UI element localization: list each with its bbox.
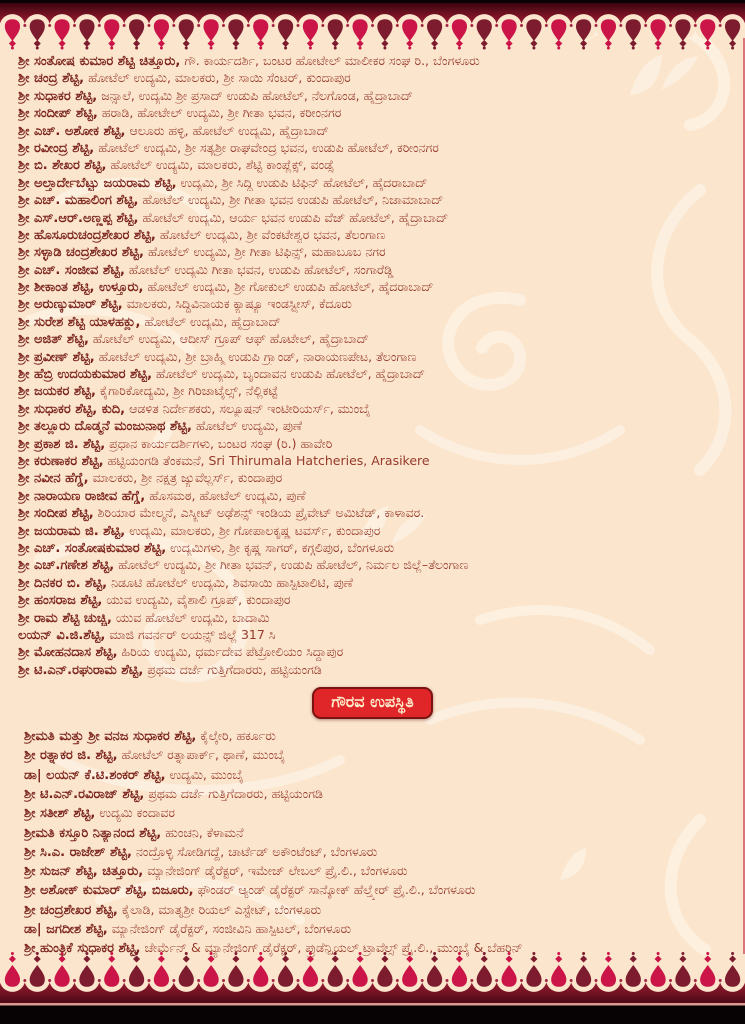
attendee-details: ಹೋಟೆಲ್ ಉದ್ಯಮಿ ಗೀತಾ ಭವನ, ಉಡುಪಿ ಹೋಟೆಲ್, ಸಂಗಾರೆಡ್ಡಿ	[128, 261, 394, 277]
diamond-ornament-icon	[605, 40, 612, 47]
attendee-name: ಶ್ರೀ ಎಚ್. ಸಂಜೀವ ಶೆಟ್ಟಿ,	[18, 262, 125, 278]
attendee-name: ಲಯನ್ ವಿ.ಜಿ.ಶೆಟ್ಟಿ,	[18, 627, 106, 643]
attendee-name: ಶ್ರೀ ಎಚ್.ಗಣೇಶ ಶೆಟ್ಟಿ,	[18, 558, 115, 574]
dot-ornament-icon	[681, 47, 684, 50]
attendee-details: ಫೌಂಡರ್ ಆ್ಯಂಡ್ ಡೈರೆಕ್ಟರ್ ಸಾನ್ಶೋಕ್ ಹೆಲ್ತ್ಕೇರ್ ಪ್ರೈ.ಲಿ., ಬೆಂಗಳೂರು	[197, 882, 476, 898]
primary-attendees-list	[0, 52, 745, 678]
attendee-details: ಹೋಟೆಲ್ ರತ್ನಾಪಾರ್ಕ್, ಥಾಣೆ, ಮುಂಬೈ	[121, 747, 286, 763]
attendee-row	[18, 469, 745, 486]
attendee-details: ಯುವ ಉದ್ಯಮಿ, ವೈಶಾಲಿ ಗ್ರೂಪ್, ಕುಂದಾಪುರ	[106, 592, 291, 608]
dot-ornament-icon	[334, 47, 337, 50]
attendee-name: ಶ್ರೀ ಜಯರಾಮ ಜಿ. ಶೆಟ್ಟಿ,	[18, 523, 126, 539]
dot-ornament-icon	[61, 47, 64, 50]
attendee-name: ಶ್ರೀ ಸುಧಾಕರ ಶೆಟ್ಟಿ, ಕುದಿ,	[18, 401, 126, 417]
attendee-row	[18, 382, 745, 399]
attendee-name: ಶ್ರೀ ಶೀಕಾಂತ ಶೆಟ್ಟಿ, ಉಳ್ತೂರು,	[18, 280, 144, 296]
attendee-row	[18, 504, 745, 521]
attendee-row	[18, 295, 745, 312]
attendee-row	[18, 643, 745, 660]
attendee-details: ಹಿರಿಯ ಉದ್ಯಮಿ, ಧರ್ಮದೇವ ಪೆಟ್ರೋಲಿಯಂ ಸಿದ್ದಾಪುರ	[121, 644, 344, 660]
attendee-name: ಶ್ರೀ ಸತೀಶ್ ಶೆಟ್ಟಿ,	[24, 806, 96, 822]
attendee-name: ಶ್ರೀ ಕರುಣಾಕರ ಶೆಟ್ಟಿ,	[18, 453, 104, 469]
attendee-name: ಶ್ರೀ ಸುಧಾಕರ ಶೆಟ್ಟಿ,	[18, 88, 98, 104]
dot-ornament-icon	[657, 47, 660, 50]
diamond-ornament-icon	[158, 40, 165, 47]
attendee-name: ಶ್ರೀ ಅಲ್ತಾರ್ದೇಬೆಟ್ಟು ಜಯರಾಮ ಶೆಟ್ಟಿ,	[18, 175, 177, 191]
attendee-name: ಶ್ರೀ ದಿನಕರ ಬಿ. ಶೆಟ್ಟಿ,	[18, 575, 108, 591]
attendee-name: ಶ್ರೀ ರವೀಂದ್ರ ಶೆಟ್ಟಿ,	[18, 140, 95, 156]
attendee-row	[18, 661, 745, 678]
attendee-name: ಶ್ರೀ ಅಶೋಕ್ ಕುಮಾರ್ ಶೆಟ್ಟಿ, ಬಿಜೂರು,	[24, 883, 194, 899]
diamond-ornament-icon	[481, 40, 488, 47]
dot-ornament-icon	[408, 47, 411, 50]
dot-ornament-icon	[110, 47, 113, 50]
attendee-row	[18, 609, 745, 626]
attendee-details: ಮಾಜಿ ಗವರ್ನರ್ ಲಯನ್ಸ್ ಜಿಲ್ಲೆ 317 ಸಿ	[109, 626, 276, 642]
attendee-row	[18, 174, 745, 191]
dot-ornament-icon	[259, 47, 262, 50]
diamond-ornament-icon	[704, 40, 711, 47]
attendee-name: ಶ್ರೀ ರತ್ನಾಕರ ಜಿ. ಶೆಟ್ಟಿ,	[24, 748, 118, 764]
attendee-details: ಕೈಗಾರಿಕೋದ್ಯಮಿ, ಶ್ರೀ ಗಿರಿಜಾಟೈಲ್ಸ್, ನೆಲ್ಲಿಕಟ್ಟೆ	[99, 383, 278, 399]
attendee-details: ಹೋಟೆಲ್ ಉದ್ಯಮಿ, ಮಾಲಕರು, ಶೆಟ್ಟಿ ಕಾಂಪ್ಲೆಕ್ಸ್, ವಂಡ್ಸೆ	[110, 157, 334, 173]
attendee-details: ಯುವ ಹೋಟೆಲ್ ಉದ್ಯಮಿ, ಬಾದಾಮಿ	[115, 609, 270, 625]
diamond-ornament-icon	[307, 40, 314, 47]
attendee-row	[24, 900, 745, 919]
attendee-name: ಶ್ರೀ ಸಂತೋಷ ಕುಮಾರ ಶೆಟ್ಟಿ ಚಿತ್ತೂರು,	[18, 54, 181, 69]
attendee-name: ಶ್ರೀ ನವೀನ ಹೆಗ್ಡೆ,	[18, 471, 89, 487]
diamond-ornament-icon	[83, 40, 90, 47]
attendee-row	[18, 278, 745, 295]
attendee-details: ಹೋಟೆಲ್ ಉದ್ಯಮಿ, ಶ್ರೀ ಬ್ರಾಹ್ಮಿ ಉಡುಪಿ ಗ್ರ್ಯಾಂಡ್, ನಾರಾಯಣಪೇಟ, ತೆಲಂಗಾಣ	[98, 348, 417, 364]
attendee-name: ಡಾ| ಲಯನ್ ಕೆ.ಟಿ.ಶಂಕರ್ ಶೆಟ್ಟಿ,	[24, 767, 166, 783]
attendee-row	[18, 209, 745, 226]
attendee-name: ಶ್ರೀ ಜಯಕರ ಶೆಟ್ಟಿ,	[18, 384, 96, 400]
diamond-ornament-icon	[34, 40, 41, 47]
attendee-details: ಹೋಟೆಲ್ ಉದ್ಯಮಿ, ಪುಣೆ	[195, 418, 303, 434]
dot-ornament-icon	[483, 47, 486, 50]
attendee-row	[24, 861, 745, 880]
attendee-row	[18, 574, 745, 591]
attendee-row	[18, 452, 745, 469]
attendee-details: ಕೈಲಾಡಿ, ಮಾತೃಶ್ರೀ ರಿಯಲ್ ಎಸ್ಟೇಟ್, ಬೆಂಗಳೂರು	[121, 901, 322, 917]
attendee-details: ಉದ್ಯಮಿ, ಮಾಲಕರು, ಶ್ರೀ ಗೋಪಾಲಕೃಷ್ಣ ಟವರ್ಸ್, ಕುಂದಾಪುರ	[129, 522, 381, 538]
attendee-name: ಶ್ರೀ ಸಂದೀಪ ಶೆಟ್ಟಿ,	[18, 506, 94, 522]
dot-ornament-icon	[234, 47, 237, 50]
dot-ornament-icon	[458, 47, 461, 50]
diamond-ornament-icon	[183, 40, 190, 47]
attendee-row	[18, 243, 745, 260]
attendee-name: ಶ್ರೀ ಎಸ್.ಆರ್.ಅಣ್ಣಪ್ಪ ಶೆಟ್ಟಿ,	[18, 210, 139, 226]
diamond-ornament-icon	[133, 40, 140, 47]
attendee-details: ಪ್ರಥಮ ದರ್ಜೆ ಗುತ್ತಿಗೆದಾರರು, ಹಟ್ಟಿಯಂಗಡಿ	[147, 661, 322, 677]
diamond-ornament-icon	[655, 40, 662, 47]
attendee-row	[18, 313, 745, 330]
attendee-details: ಉದ್ಯಮಿ, ಮುಂಬೈ	[169, 766, 244, 782]
attendee-details: ಚೇರ್ಮೆನ್ & ಮ್ಯಾನೇಜಿಂಗ್ ಡೈರೆಕ್ಟರ್, ಪ್ರುಡೆನ್ಷಿಯಲ್ ಟ್ರಾವೆಲ್ಸ್ ಪ್ರೈ.ಲಿ., ಮುಂಬೈ & ಬೆಹರಿನ್	[144, 940, 523, 956]
honorary-presence-badge: ಗೌರವ ಉಪಸ್ಥಿತಿ	[312, 687, 433, 719]
attendee-name: ಶ್ರೀ ಹುಂತ್ರಿಕೆ ಸುಧಾಕರ ಶೆಟ್ಟಿ,	[24, 941, 141, 957]
attendee-row	[18, 69, 745, 86]
attendee-name: ಶ್ರೀ ಚಂದ್ರ ಶೆಟ್ಟಿ,	[18, 71, 85, 87]
attendee-row	[24, 938, 745, 957]
attendee-details: ಮಾಲಕರು, ಸಿದ್ಧಿವಿನಾಯಕ ಕ್ಯಾಷ್ಯೂ ಇಂಡಸ್ಟ್ರೀಸ್, ಕೆದೂರು	[126, 296, 352, 312]
diamond-ornament-icon	[9, 40, 16, 47]
diamond-ornament-icon	[431, 40, 438, 47]
attendee-name: ಶ್ರೀ ಎಚ್. ಸಂತೋಷಕುಮಾರ ಶೆಟ್ಟಿ,	[18, 540, 167, 556]
attendee-details: ಉದ್ಯಮಿ ಕಂದಾವರ	[99, 805, 175, 821]
attendee-details: ಜನ್ಸಾಲೆ, ಉದ್ಯಮಿ ಶ್ರೀ ಪ್ರಸಾದ್ ಉಡುಪಿ ಹೋಟೆಲ್, ನೆಲಗೊಂಡ, ಹೈದ್ರಾಬಾದ್	[101, 87, 413, 103]
attendee-row	[18, 52, 745, 69]
attendee-row	[18, 400, 745, 417]
attendee-details: ಮಾಲಕರು, ಶ್ರೀ ನಕ್ಷತ್ರ ಜ್ಯುವೆಲ್ಲರ್ಸ್, ಕುಂದಾಪುರ	[92, 470, 283, 486]
attendee-details: ಆಲೂರು ಹಳ್ಳಿ, ಹೋಟೆಲ್ ಉದ್ಯಮಿ, ಹೈದ್ರಾಬಾದ್	[129, 122, 329, 138]
attendee-name: ಶ್ರೀ ಪ್ರಕಾಶ ಜಿ. ಶೆಟ್ಟಿ,	[18, 436, 106, 452]
dot-ornament-icon	[557, 47, 560, 50]
attendee-name: ಶ್ರೀ ಟಿ.ಎನ್.ರಘುರಾಮ ಶೆಟ್ಟಿ,	[18, 662, 144, 678]
attendee-row	[18, 626, 745, 643]
attendee-row	[24, 823, 745, 842]
attendee-name: ಶ್ರೀಮತಿ ಕಸ್ತೂರಿ ನಿತ್ಯಾನಂದ ಶೆಟ್ಟಿ,	[24, 825, 162, 841]
attendee-name: ಶ್ರೀ ಅಜಿತ್ ಶೆಟ್ಟಿ,	[18, 332, 89, 348]
top-ornament-border	[0, 0, 745, 51]
attendee-row	[18, 417, 745, 434]
attendee-details: ಹಟ್ಟಿಯಂಗಡಿ ತೆಂಕಮನೆ, Sri Thirumala Hatcheries, Arasikere	[107, 452, 430, 468]
attendee-name: ಶ್ರೀ ಚಂದ್ರಶೇಖರ ಶೆಟ್ಟಿ,	[24, 902, 118, 918]
attendee-row	[18, 330, 745, 347]
attendee-row	[24, 880, 745, 899]
dot-ornament-icon	[185, 47, 188, 50]
diamond-ornament-icon	[232, 40, 239, 47]
attendee-row	[24, 803, 745, 822]
attendee-name: ಶ್ರೀ ತಲ್ಲೂರು ದೊಡ್ಮನೆ ಮಂಜುನಾಥ ಶೆಟ್ಟಿ,	[18, 419, 192, 435]
attendee-details: ಹೋಟೆಲ್ ಉದ್ಯಮಿ, ಬೃಂದಾವನ ಉಡುಪಿ ಹೋಟೆಲ್, ಹೈದ್ರಾಬಾದ್	[156, 366, 425, 382]
attendee-details: ಹೋಟೆಲ್ ಉದ್ಯಮಿ, ಆದೀಸ್ ಗ್ರೂಪ್ ಆಫ್ ಹೊಟೇಲ್, ಹೈದ್ರಾಬಾದ್	[92, 331, 369, 347]
attendee-row	[24, 919, 745, 938]
diamond-ornament-icon	[332, 40, 339, 47]
attendee-name: ಶ್ರೀ ಸುಜನ್ ಶೆಟ್ಟಿ, ಚಿತ್ತೂರು,	[24, 864, 144, 880]
dot-ornament-icon	[85, 47, 88, 50]
attendee-row	[18, 87, 745, 104]
attendee-name: ಶ್ರೀ ನಾರಾಯಣ ರಾಜೀವ ಹೆಗ್ಡೆ,	[18, 488, 146, 504]
attendee-details: ಗೌ. ಕಾರ್ಯದರ್ಶಿ, ಬಂಟರ ಹೋಟೇಲ್ ಮಾಲೀಕರ ಸಂಘ ರಿ., ಬೆಂಗಳೂರು	[184, 53, 480, 68]
attendee-name: ಶ್ರೀ ಎಚ್. ಅಶೋಕ ಶೆಟ್ಟಿ,	[18, 123, 126, 139]
attendee-row	[24, 784, 745, 803]
attendee-details: ಹೋಟೆಲ್ ಉದ್ಯಮಿ, ಮಾಲಕರು, ಶ್ರೀ ಸಾಯಿ ಸೆಂಟರ್, ಕುಂದಾಪುರ	[88, 70, 351, 86]
attendee-name: ಶ್ರೀ ಸಿ.ಎ. ರಾಜೇಶ್ ಶೆಟ್ಟಿ,	[24, 844, 132, 860]
diamond-ornament-icon	[456, 40, 463, 47]
attendee-row	[18, 591, 745, 608]
attendee-name: ಶ್ರೀ ಸಂದೀಪ್ ಶೆಟ್ಟಿ,	[18, 106, 98, 122]
dot-ornament-icon	[607, 47, 610, 50]
diamond-ornament-icon	[59, 40, 66, 47]
attendee-name: ಶ್ರೀ ಎಚ್. ಮಹಾಲಿಂಗ ಶೆಟ್ಟಿ,	[18, 193, 139, 209]
attendee-details: ಹುಂಚನಿ, ಕೆಳಾಮನೆ	[165, 824, 244, 840]
diamond-ornament-icon	[257, 40, 264, 47]
attendee-details: ನಿಡೂಟಿ ಹೋಟೆಲ್ ಉದ್ಯಮಿ, ಶಿವಸಾಯಿ ಹಾಸ್ಪಿಟಾಲಿಟಿ, ಪುಣೆ	[111, 574, 353, 590]
dot-ornament-icon	[210, 47, 213, 50]
attendee-details: ಮ್ಯಾನೇಜಿಂಗ್ ಡೈರೆಕ್ಟರ್, ಸಂಜೀವಿನಿ ಹಾಸ್ಪಿಟಲ್, ಬೆಂಗಳೂರು	[111, 921, 352, 937]
diamond-ornament-icon	[108, 40, 115, 47]
dot-ornament-icon	[36, 47, 39, 50]
attendee-row	[18, 435, 745, 452]
diamond-ornament-icon	[506, 40, 513, 47]
attendee-details: ಹೋಟೆಲ್ ಉದ್ಯಮಿ, ಶ್ರೀ ವೆಂಕಟೇಶ್ವರ ಭವನ, ತೆಲಂಗಾಣ	[159, 226, 386, 242]
attendee-details: ಮ್ಯಾನೇಜಿಂಗ್ ಡೈರೆಕ್ಟರ್, ಇಮೇಜ್ ಲೇಬಲ್ ಪ್ರೈ.ಲಿ., ಬೆಂಗಳೂರು	[147, 863, 408, 879]
attendee-details: ಹರಾಡಿ, ಹೋಟೇಲ್ ಉದ್ಯಮಿ, ಶ್ರೀ ಗೀತಾ ಭವನ, ಕರೀಂನಗರ	[101, 105, 342, 121]
dot-ornament-icon	[383, 47, 386, 50]
diamond-ornament-icon	[555, 40, 562, 47]
attendee-name: ಶ್ರೀ ಸಳ್ಳಾಡಿ ಚಂದ್ರಶೇಖರ ಶೆಟ್ಟಿ,	[18, 245, 144, 261]
diamond-ornament-icon	[580, 40, 587, 47]
attendee-name: ಶ್ರೀ ಸುರೇಶ ಶೆಟ್ಟಿ ಯಾಳಹಕ್ಲು,	[18, 314, 141, 330]
diamond-ornament-icon	[282, 40, 289, 47]
attendee-details: ಶಿರಿಯಾರ ಮೇಲ್ಮನೆ, ಎಸ್ಕ್ರೀಟ್ ಅಢೆಶನ್ಸ್ ಇಂಡಿಯ ಪ್ರೈವೇಟ್ ಅಮಿಟೆಡ್, ಕಾಳಾವರ.	[97, 505, 425, 521]
diamond-ornament-icon	[357, 40, 364, 47]
attendee-name: ಶ್ರೀಮತಿ ಮತ್ತು ಶ್ರೀ ವನಜ ಸುಧಾಕರ ಶೆಟ್ಟಿ,	[24, 729, 197, 745]
attendee-row	[24, 726, 745, 745]
diamond-ornament-icon	[381, 40, 388, 47]
dot-ornament-icon	[433, 47, 436, 50]
dot-ornament-icon	[632, 47, 635, 50]
attendee-row	[24, 765, 745, 784]
attendee-details: ಕೈಲ್ಕೇರಿ, ಹರ್ಕೂರು	[200, 728, 276, 744]
attendee-row	[18, 139, 745, 156]
dot-ornament-icon	[508, 47, 511, 50]
bottom-ornament-border	[0, 950, 745, 1024]
attendee-details: ಹೋಟೆಲ್ ಉದ್ಯಮಿ, ಶ್ರೀ ಗೀತಾ ಭವನ ಉಡುಪಿ ಹೋಟೆಲ್, ನಿಜಾಮಾಬಾದ್	[142, 192, 444, 208]
attendee-details: ಹೋಟೆಲ್ ಉದ್ಯಮಿ, ಹೈದ್ರಾಬಾದ್	[144, 313, 281, 329]
attendee-details: ಹೋಟೆಲ್ ಉದ್ಯಮಿ, ಆರ್ಯ ಭವನ ಉಡುಪಿ ವೆಜ್ ಹೋಟೆಲ್, ಹೈದ್ರಾಬಾದ್	[142, 209, 449, 225]
diamond-ornament-icon	[630, 40, 637, 47]
attendee-details: ಪ್ರಧಾನ ಕಾರ್ಯದರ್ಶಿಗಳು, ಬಂಟರ ಸಂಘ (ರಿ.) ಹಾವೇರಿ	[109, 435, 333, 451]
attendee-details: ಪ್ರಥಮ ದರ್ಜೆ ಗುತ್ತಿಗೆದಾರರು, ಹಟ್ಟಿಯಂಗಡಿ	[148, 785, 323, 801]
diamond-ornament-icon	[679, 40, 686, 47]
attendee-details: ಹೋಟೆಲ್ ಉದ್ಯಮಿ, ಶ್ರೀ ಗೀತಾ ಟಿಫಿನ್ಸ್, ಮಹಾಬೂಬ ನಗರ	[147, 244, 386, 260]
attendee-name: ಶ್ರೀ ಹೊಸೂರುಚಂದ್ರಶೇಖರ ಶೆಟ್ಟಿ,	[18, 227, 156, 243]
dot-ornament-icon	[160, 47, 163, 50]
attendee-name: ಶ್ರೀ ಹಂಸರಾಜ ಶೆಟ್ಟಿ,	[18, 593, 103, 609]
attendee-details: ಹೋಟೆಲ್ ಉದ್ಯಮಿ, ಶ್ರೀ ಗೀತಾ ಭವನ್, ಉಡುಪಿ ಹೋಟೆಲ್, ನಿರ್ಮಲ ಜಿಲ್ಲೆ–ತೆಲಂಗಾಣ	[118, 557, 469, 573]
attendee-row	[18, 522, 745, 539]
attendee-row	[24, 745, 745, 764]
attendee-name: ಶ್ರೀ ಪ್ರವೀಣ್ ಶೆಟ್ಟಿ,	[18, 349, 95, 365]
attendee-row	[18, 156, 745, 173]
attendee-row	[18, 365, 745, 382]
attendee-details: ಉದ್ಯಮಿ, ಶ್ರೀ ಸಿದ್ಧಿ ಉಡುಪಿ ಟಿಫಿನ್ ಹೋಟೆಲ್, ಹೈದರಾಬಾದ್	[180, 174, 428, 190]
diamond-ornament-icon	[208, 40, 215, 47]
attendee-listing	[0, 52, 745, 958]
diamond-ornament-icon	[406, 40, 413, 47]
attendee-row	[18, 191, 745, 208]
diamond-ornament-icon	[729, 40, 736, 47]
attendee-row	[18, 348, 745, 365]
attendee-details: ನಂದ್ರೊಳ್ಳಿ ಸೋಡಿಗದ್ದೆ, ಚಾರ್ಟೆಡ್ ಅಕೌಂಟೆಂಟ್, ಬೆಂಗಳೂರು	[135, 843, 378, 859]
attendee-details: ಹೋಟೆಲ್ ಉದ್ಯಮಿ, ಶ್ರೀ ಗೋಕುಲ್ ಉಡುಪಿ ಹೋಟೆಲ್, ಹೈದರಾಬಾದ್	[147, 279, 434, 295]
attendee-row	[18, 122, 745, 139]
attendee-name: ಶ್ರೀ ಬಿ. ಶೇಖರ ಶೆಟ್ಟಿ,	[18, 158, 107, 174]
dot-ornament-icon	[135, 47, 138, 50]
attendee-name: ಡಾ| ಜಗದೀಶ ಶೆಟ್ಟಿ,	[24, 922, 108, 938]
dot-ornament-icon	[11, 47, 14, 50]
attendee-name: ಶ್ರೀ ಹೆಬ್ರಿ ಉದಯಕುಮಾರ ಶೆಟ್ಟಿ,	[18, 367, 153, 383]
attendee-name: ಶ್ರೀ ರಾಮ ಶೆಟ್ಟಿ ಚುಚ್ಚಿ,	[18, 610, 112, 626]
dot-ornament-icon	[532, 47, 535, 50]
attendee-name: ಶ್ರೀ ಅರುಣ್ಕುಮಾರ್ ಶೆಟ್ಟಿ,	[18, 297, 123, 313]
attendee-row	[18, 556, 745, 573]
attendee-details: ಹೋಟೆಲ್ ಉದ್ಯಮಿ, ಶ್ರೀ ಸತ್ಯಶ್ರೀ ರಾಘವೇಂದ್ರ ಭವನ, ಉಡುಪಿ ಹೋಟೆಲ್, ಕರೀಂನಗರ	[98, 139, 439, 155]
dot-ornament-icon	[706, 47, 709, 50]
attendee-details: ಉದ್ಯಮಿಗಳು, ಶ್ರೀ ಕೃಷ್ಣ ಸಾಗರ್, ಕಗ್ಗಲಿಪುರ, ಬೆಂಗಳೂರು	[170, 539, 395, 555]
attendee-row	[18, 261, 745, 278]
dot-ornament-icon	[582, 47, 585, 50]
dot-ornament-icon	[309, 47, 312, 50]
honorary-attendees-list	[0, 726, 745, 958]
attendee-row	[24, 842, 745, 861]
attendee-details: ಹೊಸಮಠ, ಹೋಟೆಲ್ ಉದ್ಯಮಿ, ಪುಣೆ	[149, 487, 306, 503]
dot-ornament-icon	[731, 47, 734, 50]
diamond-ornament-icon	[530, 40, 537, 47]
attendee-row	[18, 539, 745, 556]
attendee-row	[18, 104, 745, 121]
dot-ornament-icon	[284, 47, 287, 50]
attendee-row	[18, 487, 745, 504]
attendee-details: ಆಡಳಿತ ನಿರ್ದೇಶಕರು, ಸಲ್ಯೂಷನ್ ಇಂಟೀರಿಯರ್ಸ್, ಮುಂಬೈ	[129, 400, 371, 416]
attendee-name: ಶ್ರೀ ಟಿ.ಎನ್.ರವಿರಾಜ್ ಶೆಟ್ಟಿ,	[24, 786, 145, 802]
attendee-row	[18, 226, 745, 243]
dot-ornament-icon	[359, 47, 362, 50]
attendee-name: ಶ್ರೀ ಮೋಹನದಾಸ ಶೆಟ್ಟಿ,	[18, 645, 118, 661]
